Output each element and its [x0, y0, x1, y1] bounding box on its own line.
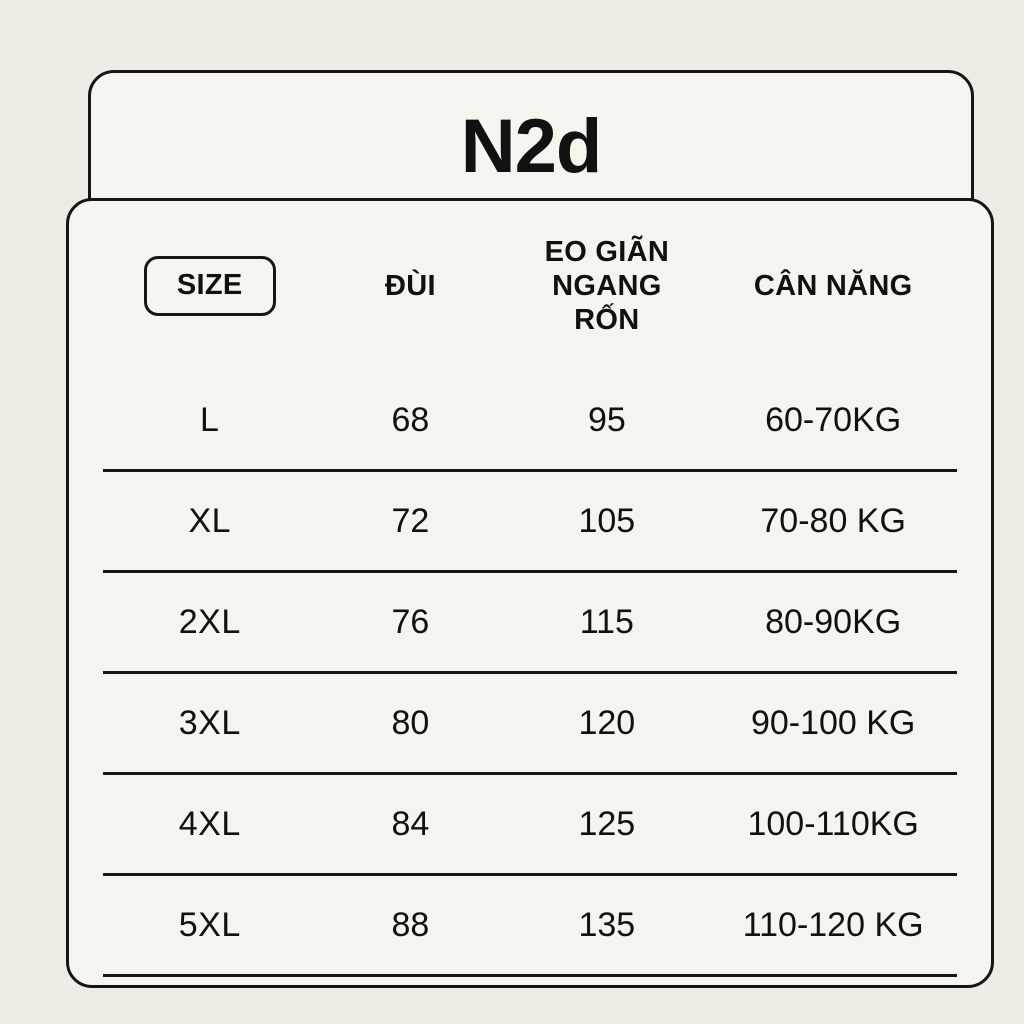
cell-thigh: 68: [391, 400, 430, 439]
cell-size: 4XL: [103, 774, 317, 875]
table-row: [103, 572, 957, 673]
cell-weight: 100-110KG: [709, 774, 957, 875]
cell-size: L: [200, 400, 220, 439]
cell-thigh: 76: [317, 572, 505, 673]
cell-weight: 110-120 KG: [709, 875, 957, 976]
size-pill-label: SIZE: [144, 256, 276, 316]
header-size: [103, 201, 317, 371]
table-row: [103, 774, 957, 875]
cell-thigh: 88: [317, 875, 505, 976]
header-thigh: ĐÙI: [385, 269, 436, 302]
size-table-card: [66, 198, 994, 988]
cell-thigh: 84: [317, 774, 505, 875]
table-row: [103, 875, 957, 976]
table-row: [103, 673, 957, 774]
size-table: [103, 201, 957, 977]
cell-weight: 80-90KG: [709, 572, 957, 673]
cell-waist: 135: [504, 875, 709, 976]
cell-waist: 95: [587, 400, 626, 439]
cell-waist: 115: [504, 572, 709, 673]
cell-size: 3XL: [103, 673, 317, 774]
table-header-row: [103, 201, 957, 371]
header-waist-line-3: RỐN: [574, 304, 640, 337]
cell-waist: 120: [504, 673, 709, 774]
header-waist: [504, 201, 709, 371]
brand-title: N2d: [460, 104, 602, 189]
cell-weight: 90-100 KG: [709, 673, 957, 774]
cell-thigh: 72: [317, 471, 505, 572]
header-waist-line-1: EO GIÃN: [544, 235, 670, 268]
cell-weight: 70-80 KG: [709, 471, 957, 572]
cell-size: 2XL: [103, 572, 317, 673]
cell-size: 5XL: [103, 875, 317, 976]
cell-thigh: 80: [317, 673, 505, 774]
table-row: [103, 371, 957, 471]
cell-waist: 125: [504, 774, 709, 875]
cell-weight: 60-70KG: [765, 400, 902, 439]
cell-waist: 105: [504, 471, 709, 572]
table-body: [103, 371, 957, 976]
header-waist-line-2: NGANG: [552, 269, 662, 302]
cell-size: XL: [103, 471, 317, 572]
header-weight: CÂN NĂNG: [753, 269, 913, 302]
table-head: [103, 201, 957, 371]
table-row: [103, 471, 957, 572]
